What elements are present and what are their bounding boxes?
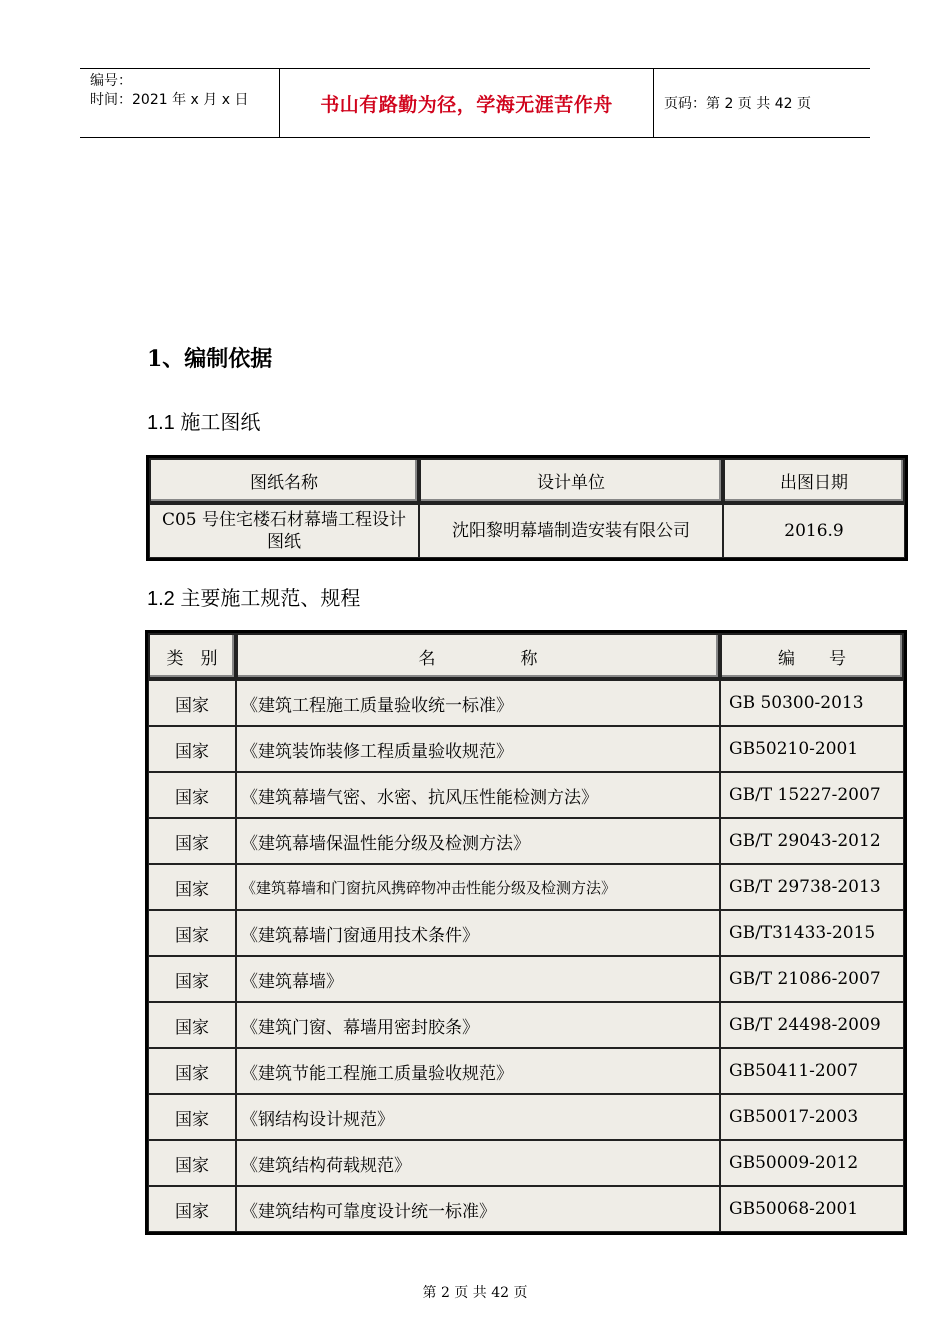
column-header: 出图日期: [723, 458, 905, 504]
category-cell: 国家: [148, 726, 236, 772]
category-cell: 国家: [148, 680, 236, 726]
standard-name-cell: 《建筑幕墙》: [236, 956, 720, 1002]
standard-name-cell: 《建筑幕墙气密、水密、抗风压性能检测方法》: [236, 772, 720, 818]
standard-name-cell: 《钢结构设计规范》: [236, 1094, 720, 1140]
column-header: 名 称: [236, 633, 720, 680]
column-header: 设计单位: [419, 458, 723, 504]
standard-name-cell: 《建筑门窗、幕墙用密封胶条》: [236, 1002, 720, 1048]
subsection-drawings-title: 1.1 施工图纸: [147, 412, 261, 434]
page-header: [80, 68, 870, 138]
standard-name-cell: 《建筑节能工程施工质量验收规范》: [236, 1048, 720, 1094]
category-cell: 国家: [148, 956, 236, 1002]
standard-code-cell: GB/T 21086-2007: [720, 956, 904, 1002]
subsection-standards-title: 1.2 主要施工规范、规程: [147, 588, 361, 610]
issue-date: 2016.9: [723, 504, 905, 558]
table-row: [148, 1140, 904, 1186]
header-meta: [80, 69, 280, 137]
table-row: [148, 1048, 904, 1094]
table-row: [148, 680, 904, 726]
category-cell: 国家: [148, 1186, 236, 1232]
standard-name-cell: 《建筑幕墙和门窗抗风携碎物冲击性能分级及检测方法》: [236, 864, 720, 910]
table-row: [149, 504, 905, 558]
standard-code-cell: GB/T 29043-2012: [720, 818, 904, 864]
standard-code-cell: GB 50300-2013: [720, 680, 904, 726]
table-row: [148, 772, 904, 818]
category-cell: 国家: [148, 1094, 236, 1140]
category-cell: 国家: [148, 910, 236, 956]
table-row: [148, 1094, 904, 1140]
table-row: [148, 818, 904, 864]
page-footer: 第 2 页 共 42 页: [422, 1285, 528, 1301]
category-cell: 国家: [148, 1140, 236, 1186]
category-cell: 国家: [148, 818, 236, 864]
standard-code-cell: GB/T 15227-2007: [720, 772, 904, 818]
standard-name-cell: 《建筑幕墙门窗通用技术条件》: [236, 910, 720, 956]
standard-name-cell: 《建筑结构可靠度设计统一标准》: [236, 1186, 720, 1232]
standard-code-cell: GB50009-2012: [720, 1140, 904, 1186]
standard-code-cell: GB/T 24498-2009: [720, 1002, 904, 1048]
header-motto: 书山有路勤为径，学海无涯苦作舟: [280, 69, 654, 137]
document-number-label: 编号：: [90, 73, 132, 89]
header-page-info: 页码：第 2 页 共 42 页: [664, 96, 811, 112]
section-title: 1、编制依据: [147, 346, 273, 372]
table-row: [148, 910, 904, 956]
standard-code-cell: GB50068-2001: [720, 1186, 904, 1232]
column-header: 类 别: [148, 633, 236, 680]
table-header-row: [149, 458, 905, 504]
table-row: [148, 1186, 904, 1232]
standard-code-cell: GB/T 29738-2013: [720, 864, 904, 910]
table-row: [148, 726, 904, 772]
design-unit: 沈阳黎明幕墙制造安装有限公司: [419, 504, 723, 558]
category-cell: 国家: [148, 772, 236, 818]
table-row: [148, 956, 904, 1002]
standard-code-cell: GB50411-2007: [720, 1048, 904, 1094]
standard-name-cell: 《建筑装饰装修工程质量验收规范》: [236, 726, 720, 772]
category-cell: 国家: [148, 864, 236, 910]
category-cell: 国家: [148, 1002, 236, 1048]
column-header: 图纸名称: [149, 458, 419, 504]
drawings-table: [146, 455, 908, 561]
standard-code-cell: GB/T31433-2015: [720, 910, 904, 956]
table-row: [148, 1002, 904, 1048]
document-date: 时间：2021 年 x 月 x 日: [90, 92, 249, 108]
standard-code-cell: GB50017-2003: [720, 1094, 904, 1140]
standard-code-cell: GB50210-2001: [720, 726, 904, 772]
standard-name-cell: 《建筑结构荷载规范》: [236, 1140, 720, 1186]
standard-name-cell: 《建筑工程施工质量验收统一标准》: [236, 680, 720, 726]
drawing-name: C05 号住宅楼石材幕墙工程设计图纸: [149, 504, 419, 558]
column-header: 编 号: [720, 633, 904, 680]
category-cell: 国家: [148, 1048, 236, 1094]
standards-table: [145, 630, 907, 1235]
table-header-row: [148, 633, 904, 680]
table-row: [148, 864, 904, 910]
standard-name-cell: 《建筑幕墙保温性能分级及检测方法》: [236, 818, 720, 864]
